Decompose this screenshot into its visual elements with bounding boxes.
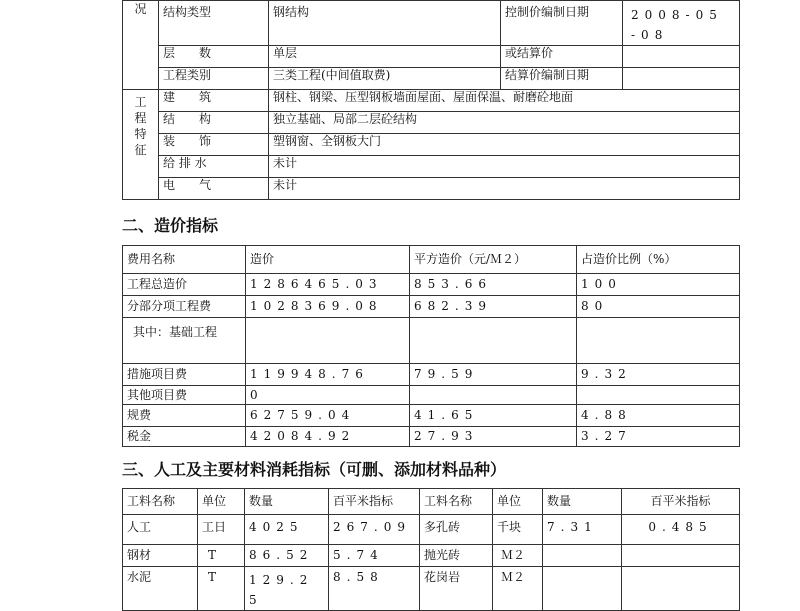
materials-cell <box>622 545 740 567</box>
materials-cell <box>622 567 740 611</box>
materials-cell: 人工 <box>123 515 198 545</box>
cost-cell: 1028369.08 <box>246 296 410 318</box>
section-2-title: 二、造价指标 <box>122 216 219 235</box>
materials-table <box>122 488 740 611</box>
cost-cell: 4.88 <box>577 405 740 427</box>
materials-cell: 4025 <box>245 515 329 545</box>
materials-cell: 花岗岩 <box>420 567 493 611</box>
cost-cell <box>410 318 577 364</box>
cost-cell: 119948.76 <box>246 364 410 386</box>
materials-cell: Ｍ２ <box>493 545 543 567</box>
materials-cell <box>543 567 622 611</box>
cost-header: 造价 <box>246 246 410 274</box>
cost-cell: 规费 <box>123 405 246 427</box>
feature-value: 钢柱、钢梁、压型钢板墙面屋面、屋面保温、耐磨砼地面 <box>269 90 740 112</box>
cost-header: 占造价比例（%） <box>577 246 740 274</box>
feature-key: 电 气 <box>159 178 269 200</box>
materials-cell: 86.52 <box>245 545 329 567</box>
materials-cell: 多孔砖 <box>420 515 493 545</box>
overview-value: 三类工程(中间值取费) <box>269 68 501 90</box>
cost-cell <box>577 318 740 364</box>
materials-header: 工料名称 <box>123 489 198 515</box>
overview-key: 结算价编制日期 <box>501 68 623 90</box>
materials-cell: 0.485 <box>622 515 740 545</box>
materials-cell <box>543 545 622 567</box>
overview-side-label: 况 <box>123 1 159 90</box>
feature-value: 独立基础、局部二层砼结构 <box>269 112 740 134</box>
materials-cell: 抛光砖 <box>420 545 493 567</box>
feature-value: 未计 <box>269 178 740 200</box>
cost-cell: 其他项目费 <box>123 386 246 405</box>
overview-value: 2008-05-08 <box>623 1 740 46</box>
feature-value: 未计 <box>269 156 740 178</box>
materials-header: 百平米指标 <box>329 489 420 515</box>
cost-table <box>122 245 740 447</box>
feature-key: 给 排 水 <box>159 156 269 178</box>
feature-key: 结 构 <box>159 112 269 134</box>
materials-header: 百平米指标 <box>622 489 740 515</box>
cost-cell: 100 <box>577 274 740 296</box>
materials-cell: 千块 <box>493 515 543 545</box>
cost-cell: 9.32 <box>577 364 740 386</box>
materials-header: 单位 <box>198 489 245 515</box>
overview-key: 或结算价 <box>501 46 623 68</box>
cost-cell: 27.93 <box>410 427 577 447</box>
cost-cell: 62759.04 <box>246 405 410 427</box>
cost-cell: 42084.92 <box>246 427 410 447</box>
materials-cell: 129.25 <box>245 567 329 611</box>
overview-value: 单层 <box>269 46 501 68</box>
materials-header: 工料名称 <box>420 489 493 515</box>
overview-value <box>623 68 740 90</box>
materials-cell: 267.09 <box>329 515 420 545</box>
materials-header: 数量 <box>543 489 622 515</box>
overview-key: 控制价编制日期 <box>501 1 623 46</box>
materials-header: 数量 <box>245 489 329 515</box>
materials-cell: 工日 <box>198 515 245 545</box>
materials-cell: T <box>198 545 245 567</box>
cost-cell: 税金 <box>123 427 246 447</box>
cost-cell: 其中：基础工程 <box>123 318 246 364</box>
cost-cell: 1286465.03 <box>246 274 410 296</box>
materials-cell: T <box>198 567 245 611</box>
overview-key: 工程类别 <box>159 68 269 90</box>
cost-cell <box>246 318 410 364</box>
cost-cell: 工程总造价 <box>123 274 246 296</box>
materials-header: 单位 <box>493 489 543 515</box>
cost-header: 费用名称 <box>123 246 246 274</box>
cost-cell <box>577 386 740 405</box>
materials-cell: 5.74 <box>329 545 420 567</box>
cost-cell: 79.59 <box>410 364 577 386</box>
cost-cell: 3.27 <box>577 427 740 447</box>
materials-cell: 水泥 <box>123 567 198 611</box>
overview-table <box>122 0 740 200</box>
cost-cell: 80 <box>577 296 740 318</box>
cost-cell: 853.66 <box>410 274 577 296</box>
cost-cell: 措施项目费 <box>123 364 246 386</box>
overview-value <box>623 46 740 68</box>
overview-key: 结构类型 <box>159 1 269 46</box>
feature-key: 装 饰 <box>159 134 269 156</box>
feature-side-label: 工 程 特 征 <box>123 90 159 200</box>
materials-cell: 8.58 <box>329 567 420 611</box>
cost-cell: 682.39 <box>410 296 577 318</box>
materials-cell: 7.31 <box>543 515 622 545</box>
cost-header: 平方造价（元/Ｍ２） <box>410 246 577 274</box>
overview-value: 钢结构 <box>269 1 501 46</box>
cost-cell: 41.65 <box>410 405 577 427</box>
cost-cell: 分部分项工程费 <box>123 296 246 318</box>
cost-cell <box>410 386 577 405</box>
section-3-title: 三、人工及主要材料消耗指标（可删、添加材料品种） <box>122 460 507 479</box>
feature-value: 塑钢窗、全钢板大门 <box>269 134 740 156</box>
overview-key: 层 数 <box>159 46 269 68</box>
materials-cell: 钢材 <box>123 545 198 567</box>
cost-cell: 0 <box>246 386 410 405</box>
feature-key: 建 筑 <box>159 90 269 112</box>
materials-cell: Ｍ２ <box>493 567 543 611</box>
